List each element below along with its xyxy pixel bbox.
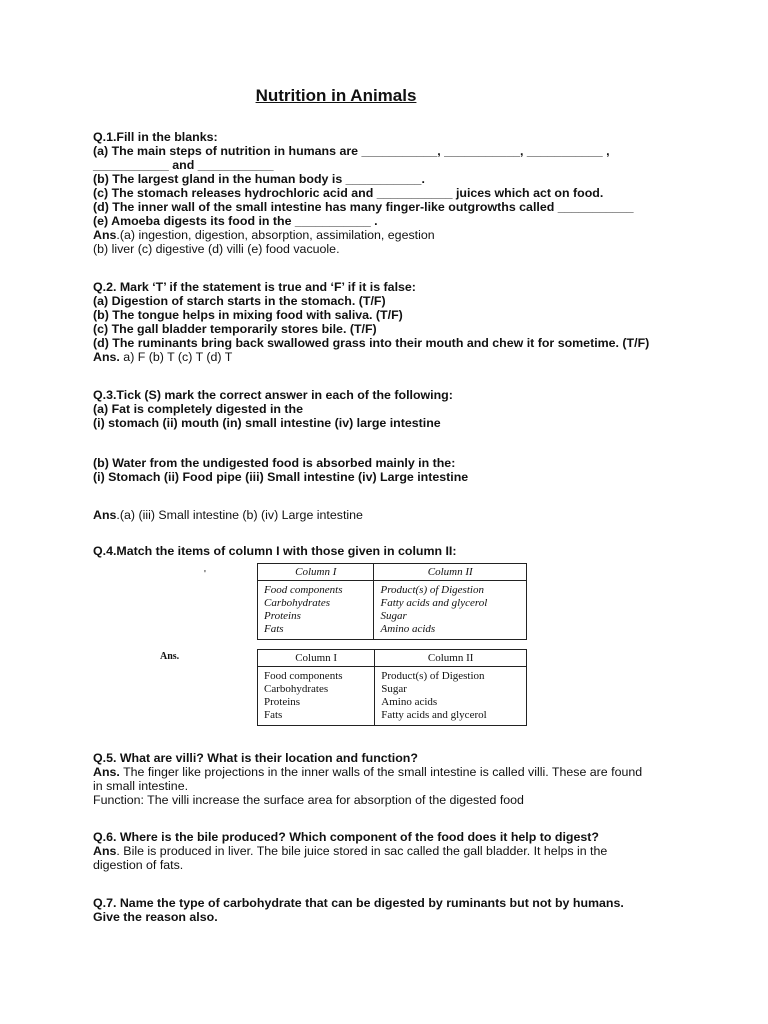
q6-heading: Q.6. Where is the bile produced? Which component of the food does it help to digest? bbox=[93, 830, 599, 844]
table-item: Sugar bbox=[380, 610, 407, 622]
question-4 bbox=[93, 544, 693, 558]
q6-answer bbox=[93, 844, 693, 858]
q1-line-d: (d) The inner wall of the small intestine has many finger-like outgrowths called ___________ bbox=[93, 200, 634, 214]
table-item: Fats bbox=[264, 623, 284, 635]
q4-heading: Q.4.Match the items of column I with those given in column II: bbox=[93, 544, 457, 558]
table-cell bbox=[258, 581, 374, 640]
match-table-question bbox=[257, 563, 527, 640]
table-cell bbox=[374, 581, 527, 640]
table-item: Food components bbox=[264, 584, 343, 596]
question-6 bbox=[93, 830, 693, 872]
table-item: Amino acids bbox=[380, 623, 436, 635]
q7-heading-cont: Give the reason also. bbox=[93, 910, 218, 924]
table-item: Carbohydrates bbox=[264, 597, 330, 609]
q3-answer bbox=[93, 508, 693, 522]
table-item: Proteins bbox=[264, 610, 301, 622]
q3-options-b: (i) Stomach (ii) Food pipe (iii) Small intestine (iv) Large intestine bbox=[93, 470, 469, 484]
q3-ans-label: Ans bbox=[93, 508, 117, 522]
page-title: Nutrition in Animals bbox=[255, 86, 417, 105]
q1-ans-label: Ans bbox=[93, 228, 117, 242]
q5-heading: Q.5. What are villi? What is their location and function? bbox=[93, 751, 418, 765]
table-cell bbox=[258, 667, 375, 726]
match-table-answer bbox=[257, 649, 527, 726]
table-item: Fatty acids and glycerol bbox=[380, 597, 488, 609]
q2-line-a: (a) Digestion of starch starts in the stomach. (T/F) bbox=[93, 294, 386, 308]
table-item: Proteins bbox=[264, 696, 301, 708]
table-header: Column I bbox=[258, 564, 374, 581]
q3-options-a: (i) stomach (ii) mouth (in) small intestine (iv) large intestine bbox=[93, 416, 441, 430]
q3-heading: Q.3.Tick (S) mark the correct answer in each of the following: bbox=[93, 388, 453, 402]
q1-answer bbox=[93, 228, 693, 242]
q2-heading: Q.2. Mark ‘T’ if the statement is true and ‘F’ if it is false: bbox=[93, 280, 416, 294]
q1-line-a: (a) The main steps of nutrition in humans are ___________, ___________, ___________ , bbox=[93, 144, 610, 158]
table-item: Product(s) of Digestion bbox=[381, 670, 485, 682]
q2-ans-label: Ans. bbox=[93, 350, 120, 364]
table-item: Fatty acids and glycerol bbox=[381, 709, 487, 721]
q1-line-b: (b) The largest gland in the human body is ___________. bbox=[93, 172, 425, 186]
table-header: Column II bbox=[375, 650, 527, 667]
q3-line-a: (a) Fat is completely digested in the bbox=[93, 402, 303, 416]
question-1 bbox=[93, 130, 693, 256]
q1-ans-text: .(a) ingestion, digestion, absorption, assimilation, egestion bbox=[116, 228, 435, 242]
q3-ans-text: .(a) (iii) Small intestine (b) (iv) Large intestine bbox=[116, 508, 363, 522]
q1-answer-cont: (b) liver (c) digestive (d) villi (e) food vacuole. bbox=[93, 242, 340, 256]
q2-line-b: (b) The tongue helps in mixing food with saliva. (T/F) bbox=[93, 308, 403, 322]
q5-ans-label: Ans. bbox=[93, 765, 120, 779]
table-item: Sugar bbox=[381, 683, 407, 695]
q5-answer-cont: in small intestine. bbox=[93, 779, 189, 793]
q2-answer bbox=[93, 350, 693, 364]
table-item: Fats bbox=[264, 709, 283, 721]
q2-line-d: (d) The ruminants bring back swallowed grass into their mouth and chew it for sometime. (T/F) bbox=[93, 336, 650, 350]
question-7 bbox=[93, 896, 693, 924]
q1-heading: Q.1.Fill in the blanks: bbox=[93, 130, 218, 144]
stray-mark: ' bbox=[204, 569, 206, 580]
q1-line-e: (e) Amoeba digests its food in the ___________ . bbox=[93, 214, 378, 228]
table-header: Column II bbox=[374, 564, 527, 581]
table-header: Column I bbox=[258, 650, 375, 667]
q1-line-a-cont: ___________ and ___________ bbox=[93, 158, 274, 172]
q3-line-b: (b) Water from the undigested food is absorbed mainly in the: bbox=[93, 456, 456, 470]
q2-line-c: (c) The gall bladder temporarily stores bile. (T/F) bbox=[93, 322, 377, 336]
q7-heading: Q.7. Name the type of carbohydrate that can be digested by ruminants but not by humans. bbox=[93, 896, 624, 910]
q6-ans-text: . Bile is produced in liver. The bile juice stored in sac called the gall bladder. It helps in the bbox=[116, 844, 608, 858]
question-2 bbox=[93, 280, 693, 364]
q2-ans-text: a) F (b) T (c) T (d) T bbox=[119, 350, 233, 364]
table-item: Amino acids bbox=[381, 696, 438, 708]
table-cell bbox=[375, 667, 527, 726]
q5-ans-text: The finger like projections in the inner walls of the small intestine is called villi. These are found bbox=[119, 765, 643, 779]
q6-answer-cont: digestion of fats. bbox=[93, 858, 184, 872]
table-item: Food components bbox=[264, 670, 343, 682]
question-5 bbox=[93, 751, 693, 807]
question-3 bbox=[93, 388, 693, 522]
q1-line-c: (c) The stomach releases hydrochloric acid and ___________ juices which act on food. bbox=[93, 186, 604, 200]
q5-answer bbox=[93, 765, 693, 779]
q5-function: Function: The villi increase the surface area for absorption of the digested food bbox=[93, 793, 524, 807]
table-item: Carbohydrates bbox=[264, 683, 329, 695]
q4-ans-label: Ans. bbox=[160, 651, 180, 662]
q6-ans-label: Ans bbox=[93, 844, 117, 858]
table-item: Product(s) of Digestion bbox=[380, 584, 484, 596]
